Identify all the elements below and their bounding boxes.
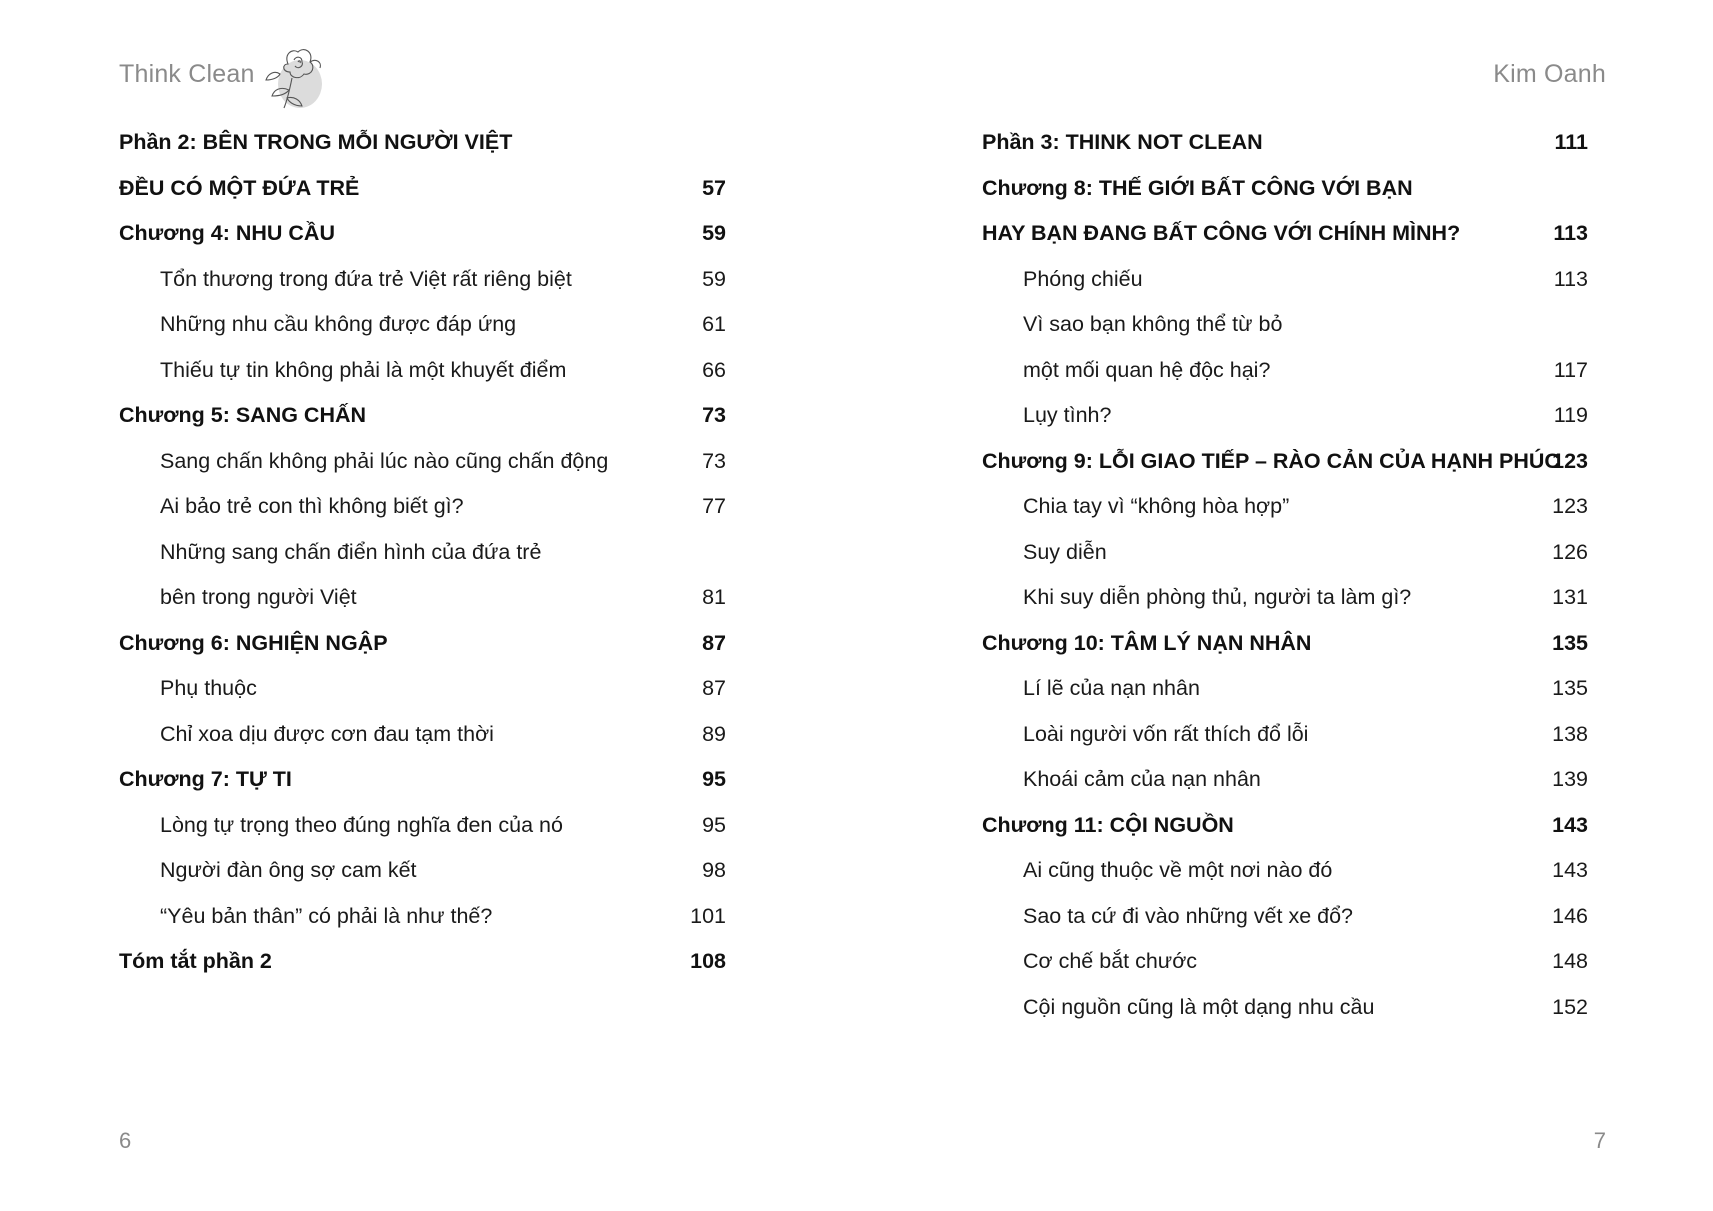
toc-entry-title: Chia tay vì “không hòa hợp” <box>1023 494 1290 518</box>
toc-entry-page: 73 <box>702 448 726 473</box>
toc-entry-title: Chương 10: TÂM LÝ NẠN NHÂN <box>982 630 1312 655</box>
toc-entry <box>982 670 1588 716</box>
toc-entry-title: HAY BẠN ĐANG BẤT CÔNG VỚI CHÍNH MÌNH? <box>982 221 1461 245</box>
toc-entry <box>982 488 1588 534</box>
toc-entry <box>119 306 726 352</box>
toc-entry-title: Cội nguồn cũng là một dạng nhu cầu <box>1023 994 1375 1019</box>
toc-entry-title: Khi suy diễn phòng thủ, người ta làm gì? <box>1023 585 1412 609</box>
toc-entry-page: 152 <box>1552 994 1588 1019</box>
toc-entry <box>119 716 726 762</box>
toc-entry-page: 61 <box>702 312 726 336</box>
toc-entry-title: bên trong người Việt <box>160 585 357 609</box>
toc-entry-title: Chương 11: CỘI NGUỒN <box>982 812 1234 837</box>
toc-entry-page: 113 <box>1553 221 1588 245</box>
toc-entry-title: Vì sao bạn không thể từ bỏ <box>1023 312 1283 336</box>
toc-entry-title: Khoái cảm của nạn nhân <box>1023 767 1261 791</box>
toc-entry-page: 66 <box>702 357 726 382</box>
toc-entry-title: Lụy tình? <box>1023 403 1112 427</box>
toc-entry <box>119 261 726 307</box>
toc-entry-title: ĐỀU CÓ MỘT ĐỨA TRẺ <box>119 175 360 200</box>
toc-entry-page: 81 <box>702 585 726 609</box>
toc-entry-page: 95 <box>702 812 726 837</box>
toc-entry-page: 95 <box>702 767 726 791</box>
toc-entry-page: 101 <box>690 903 726 928</box>
toc-entry-title: Tổn thương trong đứa trẻ Việt rất riêng biệt <box>160 266 572 291</box>
toc-entry-page: 57 <box>702 175 726 200</box>
toc-right-column <box>982 124 1588 1034</box>
toc-entry-page: 59 <box>702 266 726 291</box>
toc-entry <box>982 943 1588 989</box>
toc-entry <box>982 261 1588 307</box>
toc-entry-title: Chương 5: SANG CHẤN <box>119 403 367 427</box>
toc-entry <box>982 579 1588 625</box>
toc-entry-page: 148 <box>1552 949 1588 973</box>
toc-entry <box>119 170 726 216</box>
toc-entry <box>982 352 1588 398</box>
toc-entry <box>982 989 1588 1035</box>
toc-entry-title: Chương 8: THẾ GIỚI BẤT CÔNG VỚI BẠN <box>982 175 1413 200</box>
toc-entry <box>119 625 726 671</box>
toc-entry-page: 119 <box>1553 403 1588 427</box>
toc-entry-title: Những sang chấn điển hình của đứa trẻ <box>160 539 542 564</box>
toc-left-column <box>119 124 726 989</box>
toc-entry-page: 143 <box>1552 858 1588 882</box>
toc-entry-title: Phần 3: THINK NOT CLEAN <box>982 130 1263 154</box>
toc-entry <box>119 807 726 853</box>
toc-entry <box>119 488 726 534</box>
toc-entry-page: 73 <box>702 403 726 427</box>
toc-entry <box>982 761 1588 807</box>
toc-entry-title: Thiếu tự tin không phải là một khuyết điểm <box>160 357 567 382</box>
toc-entry <box>982 716 1588 762</box>
toc-entry <box>119 443 726 489</box>
toc-entry <box>982 397 1588 443</box>
toc-entry-page: 87 <box>702 676 726 700</box>
toc-entry-title: Phần 2: BÊN TRONG MỖI NGƯỜI VIỆT <box>119 130 513 154</box>
toc-entry-page: 87 <box>702 630 726 655</box>
toc-entry-title: Chương 7: TỰ TI <box>119 767 292 791</box>
page-number-right: 7 <box>1593 1128 1606 1153</box>
toc-entry <box>119 534 726 580</box>
toc-entry-title: Phóng chiếu <box>1023 266 1143 291</box>
toc-entry-title: Phụ thuộc <box>160 676 257 700</box>
toc-entry-page: 89 <box>702 721 726 746</box>
toc-entry-page: 113 <box>1553 266 1588 291</box>
toc-entry-page: 111 <box>1554 130 1588 154</box>
toc-entry-page: 126 <box>1552 539 1588 564</box>
toc-entry-page: 123 <box>1552 494 1588 518</box>
toc-entry <box>982 306 1588 352</box>
toc-entry <box>119 215 726 261</box>
toc-entry-title: Tóm tắt phần 2 <box>119 949 272 973</box>
toc-entry-title: Loài người vốn rất thích đổ lỗi <box>1023 721 1309 746</box>
toc-entry-title: Ai bảo trẻ con thì không biết gì? <box>160 494 464 518</box>
header-book-title: Think Clean <box>119 60 255 88</box>
toc-entry <box>119 352 726 398</box>
toc-entry <box>119 852 726 898</box>
toc-entry-page: 117 <box>1553 357 1588 382</box>
toc-entry <box>119 579 726 625</box>
toc-entry-page: 131 <box>1552 585 1588 609</box>
toc-entry <box>119 124 726 170</box>
toc-entry <box>119 761 726 807</box>
toc-entry <box>982 215 1588 261</box>
toc-entry-page: 135 <box>1552 630 1588 655</box>
page-number-left: 6 <box>119 1128 132 1153</box>
toc-entry <box>982 443 1588 489</box>
toc-entry-title: Sao ta cứ đi vào những vết xe đổ? <box>1023 903 1353 928</box>
toc-entry <box>982 807 1588 853</box>
toc-entry-title: Những nhu cầu không được đáp ứng <box>160 312 517 336</box>
toc-entry <box>119 943 726 989</box>
toc-entry-title: Lòng tự trọng theo đúng nghĩa đen của nó <box>160 812 563 837</box>
toc-entry <box>982 625 1588 671</box>
toc-entry-title: Suy diễn <box>1023 539 1107 564</box>
toc-entry-page: 77 <box>702 494 726 518</box>
toc-entry-page: 59 <box>702 221 726 245</box>
toc-entry <box>982 170 1588 216</box>
toc-entry-title: Chương 4: NHU CẦU <box>119 221 335 245</box>
toc-entry-title: “Yêu bản thân” có phải là như thế? <box>160 903 493 928</box>
toc-entry-title: Cơ chế bắt chước <box>1023 949 1198 973</box>
toc-entry-page: 98 <box>702 858 726 882</box>
toc-entry-page: 135 <box>1552 676 1588 700</box>
toc-entry-page: 146 <box>1552 903 1588 928</box>
toc-entry-title: Chỉ xoa dịu được cơn đau tạm thời <box>160 721 494 746</box>
toc-entry <box>982 898 1588 944</box>
toc-entry-page: 139 <box>1552 767 1588 791</box>
toc-entry-title: Sang chấn không phải lúc nào cũng chấn động <box>160 448 609 473</box>
toc-entry-title: Lí lẽ của nạn nhân <box>1023 676 1200 700</box>
toc-entry-page: 123 <box>1552 448 1588 473</box>
toc-entry-page: 143 <box>1552 812 1588 837</box>
toc-entry <box>982 124 1588 170</box>
toc-entry-title: một mối quan hệ độc hại? <box>1023 357 1271 382</box>
toc-entry-page: 138 <box>1552 721 1588 746</box>
rose-drawing-icon <box>258 38 326 112</box>
toc-entry <box>119 397 726 443</box>
toc-entry <box>982 534 1588 580</box>
toc-entry-title: Người đàn ông sợ cam kết <box>160 858 417 882</box>
header-author: Kim Oanh <box>1493 60 1606 88</box>
toc-entry <box>119 670 726 716</box>
toc-entry-title: Ai cũng thuộc về một nơi nào đó <box>1023 858 1333 882</box>
toc-entry <box>119 898 726 944</box>
toc-entry-title: Chương 9: LỖI GIAO TIẾP – RÀO CẢN CỦA HẠNH PHÚC <box>982 448 1560 473</box>
toc-entry-title: Chương 6: NGHIỆN NGẬP <box>119 630 388 655</box>
toc-entry <box>982 852 1588 898</box>
toc-entry-page: 108 <box>690 949 726 973</box>
